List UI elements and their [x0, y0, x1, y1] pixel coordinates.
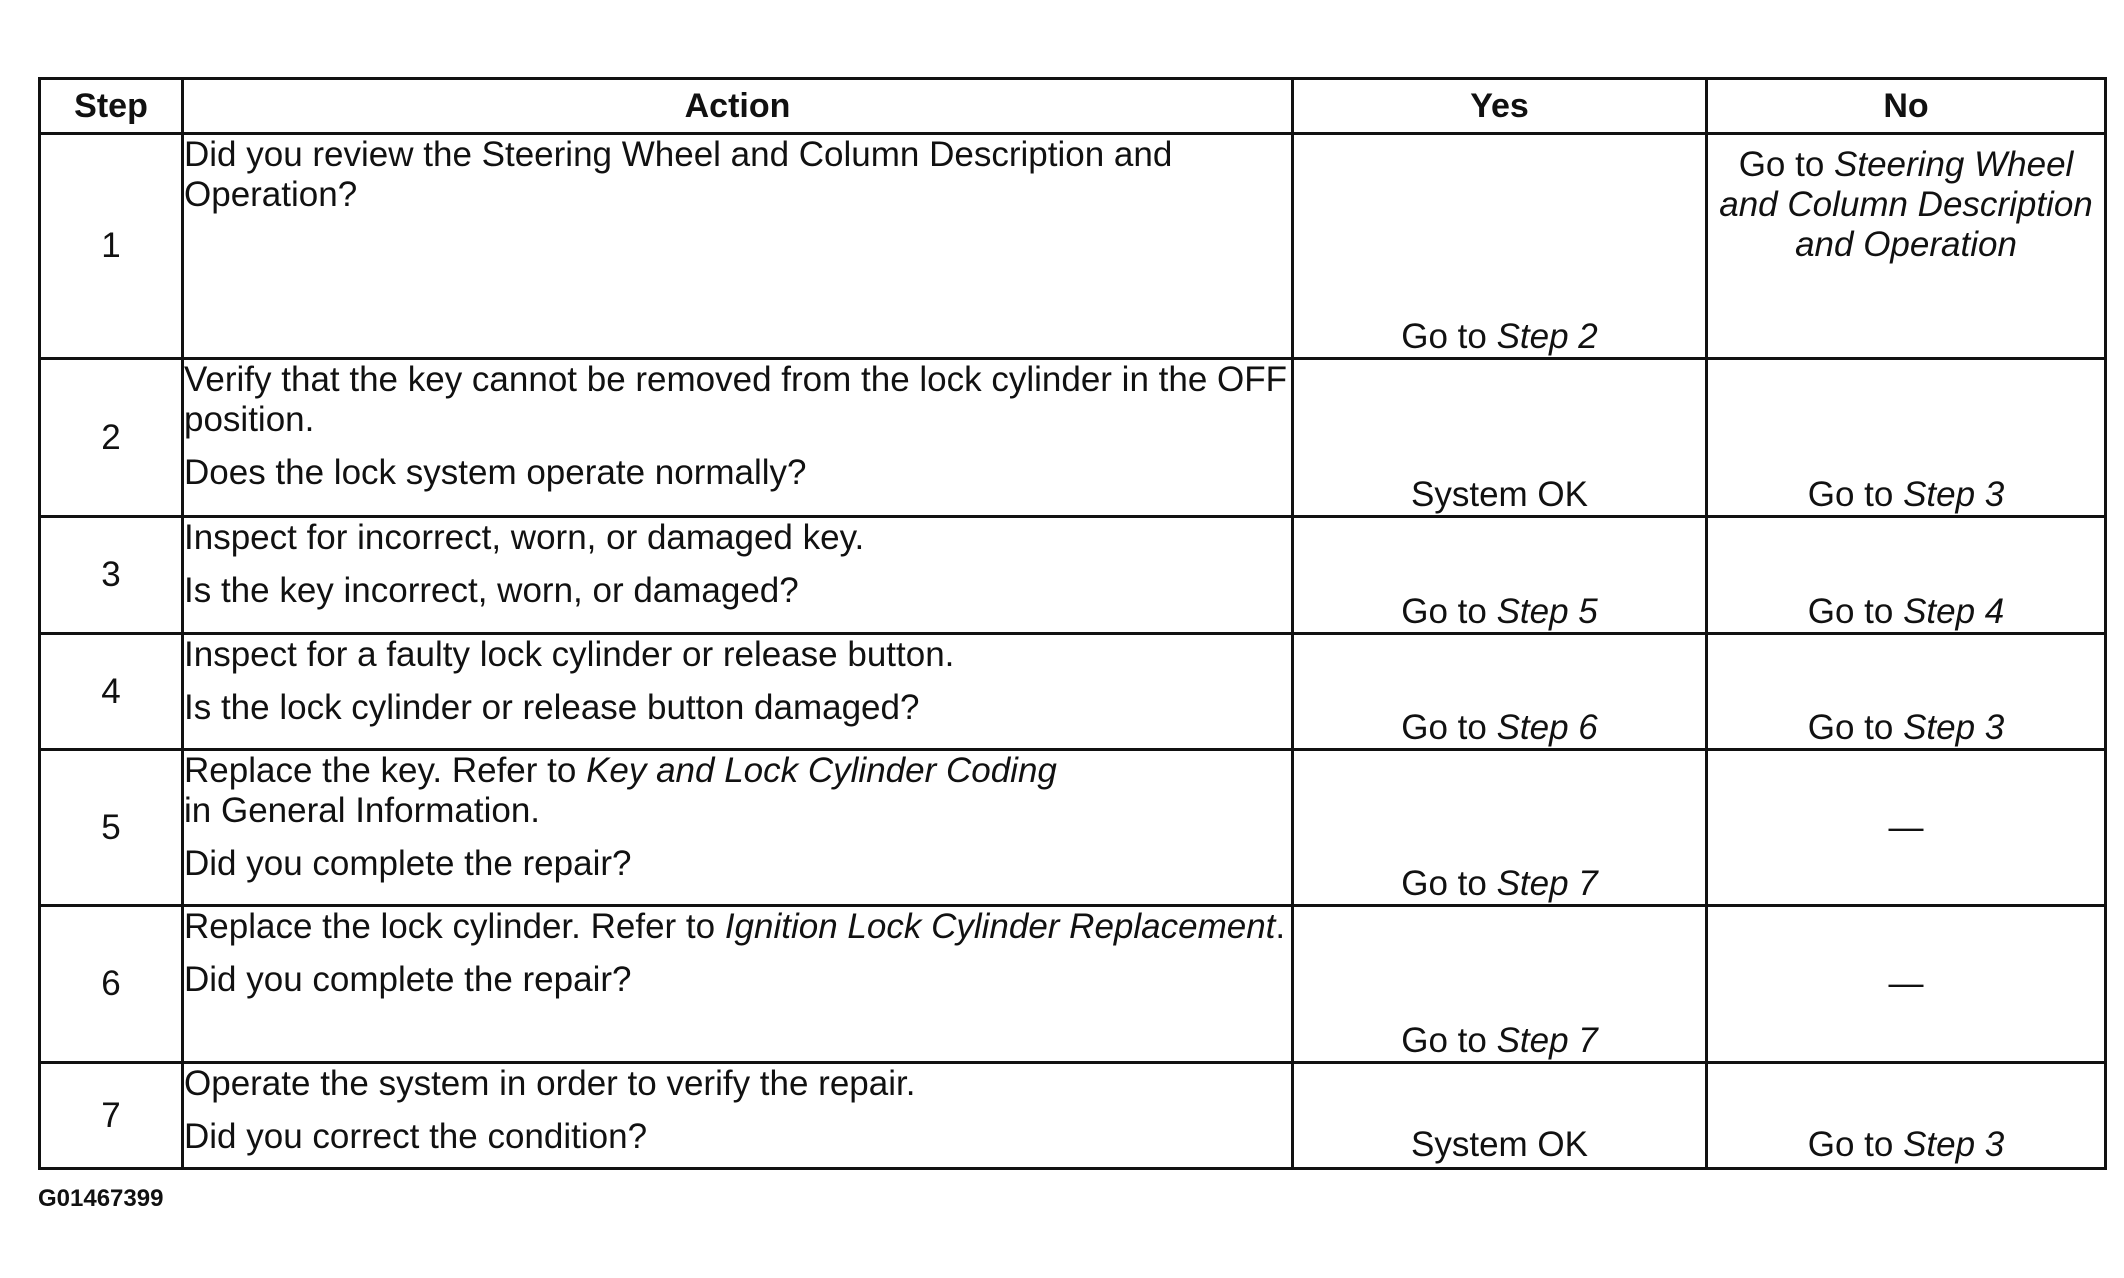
yes-prefix: Go to	[1401, 1021, 1497, 1060]
action-reference: Key and Lock Cylinder Coding	[586, 751, 1057, 790]
question-text: Is the key incorrect, worn, or damaged?	[184, 571, 799, 610]
action-cell	[183, 1063, 1293, 1169]
yes-prefix: Go to	[1401, 708, 1497, 747]
no-dash: —	[1888, 807, 1924, 847]
no-prefix: Go to	[1738, 145, 1835, 184]
action-prefix: Replace the key. Refer to	[184, 751, 587, 790]
action-text	[184, 907, 1291, 947]
figure-id: G01467399	[38, 1185, 164, 1212]
no-link: Step 4	[1903, 592, 2005, 631]
action-text	[184, 751, 1291, 831]
table-row	[40, 906, 2106, 1063]
action-cell	[183, 359, 1293, 517]
question-text: Is the lock cylinder or release button damaged?	[184, 688, 920, 727]
yes-prefix: Go to	[1401, 864, 1497, 903]
yes-link: Step 7	[1496, 864, 1598, 903]
action-cell	[183, 906, 1293, 1063]
step-number: 7	[40, 1063, 183, 1169]
step-number: 3	[40, 517, 183, 634]
step-number: 4	[40, 634, 183, 750]
action-text: Inspect for incorrect, worn, or damaged key.	[184, 518, 865, 557]
yes-link: Step 2	[1496, 317, 1598, 356]
yes-cell	[1293, 517, 1707, 634]
no-link: Step 3	[1903, 708, 2005, 747]
action-cell	[183, 134, 1293, 359]
action-suffix: .	[1275, 907, 1286, 946]
step-number: 2	[40, 359, 183, 517]
action-prefix: Replace the lock cylinder. Refer to	[184, 907, 725, 946]
header-action: Action	[183, 79, 1293, 134]
no-cell	[1707, 634, 2106, 750]
yes-link: Step 5	[1496, 592, 1598, 631]
yes-cell	[1293, 750, 1707, 906]
table-row	[40, 1063, 2106, 1169]
no-cell	[1707, 906, 2106, 1063]
no-prefix: Go to	[1807, 1125, 1904, 1164]
yes-link: Step 6	[1496, 708, 1598, 747]
table-row	[40, 634, 2106, 750]
no-link: Step 3	[1903, 1125, 2005, 1164]
no-cell	[1707, 359, 2106, 517]
no-link: Steering Wheel and Column Description and Operation	[1719, 145, 2093, 264]
yes-cell	[1293, 134, 1707, 359]
yes-text: System OK	[1411, 475, 1588, 514]
no-dash: —	[1888, 964, 1924, 1003]
step-number: 1	[40, 134, 183, 359]
action-cell	[183, 517, 1293, 634]
action-text: Did you review the Steering Wheel and Column Description and Operation?	[184, 135, 1173, 214]
action-cell	[183, 634, 1293, 750]
no-prefix: Go to	[1807, 592, 1904, 631]
yes-cell	[1293, 634, 1707, 750]
action-text: Operate the system in order to verify the repair.	[184, 1064, 916, 1103]
yes-text: System OK	[1411, 1125, 1588, 1164]
header-no: No	[1707, 79, 2106, 134]
table-row	[40, 750, 2106, 906]
no-cell	[1707, 750, 2106, 906]
step-number: 5	[40, 750, 183, 906]
action-reference: Ignition Lock Cylinder Replacement	[724, 907, 1276, 946]
action-text: Inspect for a faulty lock cylinder or release button.	[184, 635, 955, 674]
question-text: Did you complete the repair?	[184, 960, 632, 999]
no-cell	[1707, 517, 2106, 634]
diagnostic-table	[38, 77, 2107, 1170]
question-text: Does the lock system operate normally?	[184, 453, 807, 492]
yes-cell	[1293, 1063, 1707, 1169]
action-text: Verify that the key cannot be removed from the lock cylinder in the OFF position.	[184, 360, 1288, 439]
yes-cell	[1293, 906, 1707, 1063]
action-suffix: in General Information.	[184, 791, 541, 830]
no-cell	[1707, 1063, 2106, 1169]
question-text: Did you correct the condition?	[184, 1117, 648, 1156]
table-row	[40, 359, 2106, 517]
question-text: Did you complete the repair?	[184, 844, 632, 883]
no-link: Step 3	[1903, 475, 2005, 514]
step-number: 6	[40, 906, 183, 1063]
action-cell	[183, 750, 1293, 906]
yes-link: Step 7	[1496, 1021, 1598, 1060]
table-row	[40, 134, 2106, 359]
table-row	[40, 517, 2106, 634]
header-step: Step	[40, 79, 183, 134]
yes-cell	[1293, 359, 1707, 517]
yes-prefix: Go to	[1401, 592, 1497, 631]
header-yes: Yes	[1293, 79, 1707, 134]
no-cell	[1707, 134, 2106, 359]
table-header-row	[40, 79, 2106, 134]
no-prefix: Go to	[1807, 475, 1904, 514]
no-prefix: Go to	[1807, 708, 1904, 747]
yes-prefix: Go to	[1401, 317, 1497, 356]
